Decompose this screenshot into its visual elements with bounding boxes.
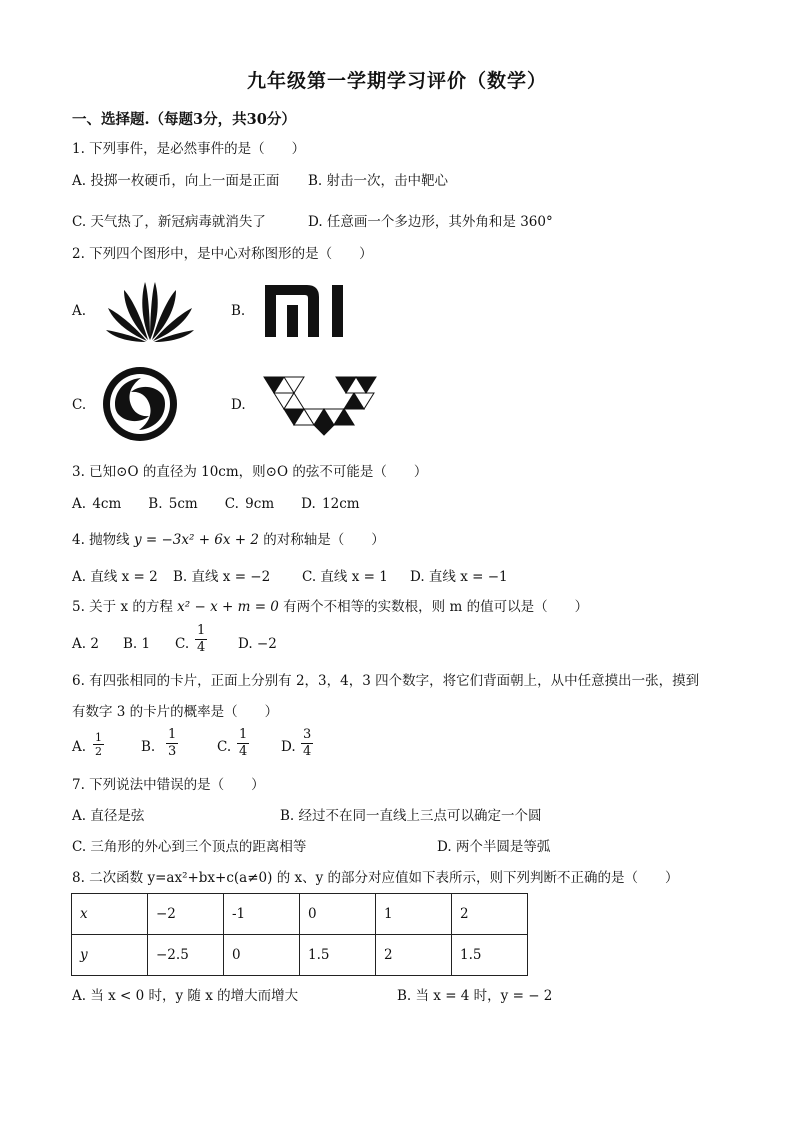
table-cell: 2 xyxy=(452,894,528,935)
q1-option-c: C. 天气热了，新冠病毒就消失了 xyxy=(72,214,266,230)
q4-option-d: D. 直线 x = −1 xyxy=(410,569,508,585)
table-cell: 0 xyxy=(224,935,300,976)
table-cell: −2 xyxy=(148,894,224,935)
q4-stem-post: 的对称轴是（ ） xyxy=(259,532,385,548)
q6-b-numerator: 1 xyxy=(168,727,177,742)
q5-stem xyxy=(72,598,588,616)
q3-stem: 3. 已知⊙O 的直径为 10cm，则⊙O 的弦不可能是（ ） xyxy=(72,464,428,480)
q2-label-b: B. xyxy=(231,303,246,319)
q8-value-table xyxy=(71,893,528,976)
table-cell: x xyxy=(72,894,148,935)
q5-stem-post: 有两个不相等的实数根，则 m 的值可以是（ ） xyxy=(278,599,589,615)
q6-stem-line1: 6. 有四张相同的卡片，正面上分别有 2，3，4，3 四个数字，将它们背面朝上，从中任意摸出一张，摸到 xyxy=(72,673,700,689)
table-row xyxy=(72,935,528,976)
q4-option-a: A. 直线 x = 2 xyxy=(72,569,158,585)
q5-fraction-denominator: 4 xyxy=(197,640,206,655)
q1-stem: 1. 下列事件，是必然事件的是（ ） xyxy=(72,141,306,157)
q6-d-denominator: 4 xyxy=(303,744,312,759)
table-cell: 0 xyxy=(300,894,376,935)
q7-option-b: B. 经过不在同一直线上三点可以确定一个圆 xyxy=(280,808,542,824)
q1-option-d: D. 任意画一个多边形，其外角和是 360° xyxy=(308,214,553,230)
q6-d-numerator: 3 xyxy=(303,727,312,742)
table-cell: 1 xyxy=(376,894,452,935)
q6-option-d-fraction xyxy=(301,727,313,760)
q6-stem-line2: 有数字 3 的卡片的概率是（ ） xyxy=(72,704,279,720)
q6-a-numerator: 1 xyxy=(95,731,102,744)
table-cell: 1.5 xyxy=(300,935,376,976)
q6-c-numerator: 1 xyxy=(239,727,248,742)
table-cell: 2 xyxy=(376,935,452,976)
q6-b-denominator: 3 xyxy=(168,744,177,759)
q2-label-a: A. xyxy=(72,303,87,319)
q4-stem-pre: 4. 抛物线 xyxy=(72,532,134,548)
q4-option-c: C. 直线 x = 1 xyxy=(302,569,388,585)
q5-stem-pre: 5. 关于 x 的方程 xyxy=(72,599,178,615)
q7-option-d: D. 两个半圆是等弧 xyxy=(437,839,551,855)
table-cell: -1 xyxy=(224,894,300,935)
q6-option-c-fraction xyxy=(237,727,249,760)
table-row xyxy=(72,894,528,935)
q2-stem: 2. 下列四个图形中，是中心对称图形的是（ ） xyxy=(72,246,373,262)
q8-option-b: B. 当 x = 4 时，y = − 2 xyxy=(397,988,553,1004)
q5-expression: x² − x + m = 0 xyxy=(177,599,279,615)
q6-option-a-fraction xyxy=(93,731,104,758)
q6-a-denominator: 2 xyxy=(95,745,102,758)
logo-fan-petals xyxy=(104,278,196,344)
table-cell: 1.5 xyxy=(452,935,528,976)
q2-label-c: C. xyxy=(72,397,87,413)
q7-stem: 7. 下列说法中错误的是（ ） xyxy=(72,777,265,793)
q5-option-d: D. −2 xyxy=(238,636,277,652)
q5-option-b: B. 1 xyxy=(123,636,151,652)
q5-option-a: A. 2 xyxy=(72,636,99,652)
q6-option-b-label: B. xyxy=(141,739,156,755)
q8-stem: 8. 二次函数 y=ax²+bx+c(a≠0) 的 x、y 的部分对应值如下表所示，则下列判断不正确的是（ ） xyxy=(72,870,679,886)
q7-option-a: A. 直径是弦 xyxy=(72,808,145,824)
q8-option-a: A. 当 x < 0 时，y 随 x 的增大而增大 xyxy=(72,988,299,1004)
q2-label-d: D. xyxy=(231,397,246,413)
q4-stem xyxy=(72,531,385,549)
q5-option-c-fraction xyxy=(195,623,207,656)
page-title: 九年级第一学期学习评价（数学） xyxy=(246,70,547,92)
logo-mi xyxy=(265,285,347,337)
q5-fraction-numerator: 1 xyxy=(197,623,206,638)
q6-option-a-label: A. xyxy=(72,739,87,755)
q6-option-b-fraction xyxy=(166,727,178,760)
section-heading: 一、选择题.（每题3分，共30分） xyxy=(72,111,296,128)
q6-c-denominator: 4 xyxy=(239,744,248,759)
table-cell: −2.5 xyxy=(148,935,224,976)
q1-option-a: A. 投掷一枚硬币，向上一面是正面 xyxy=(72,173,280,189)
q7-option-c: C. 三角形的外心到三个顶点的距离相等 xyxy=(72,839,307,855)
q6-option-c-label: C. xyxy=(217,739,232,755)
logo-circle-swirl xyxy=(101,365,179,443)
logo-triangle-w xyxy=(262,375,378,437)
q5-option-c-label: C. xyxy=(175,636,190,652)
q6-option-d-label: D. xyxy=(281,739,296,755)
q3-options: A. 4cm B. 5cm C. 9cm D. 12cm xyxy=(72,496,360,512)
table-cell: y xyxy=(72,935,148,976)
q4-option-b: B. 直线 x = −2 xyxy=(173,569,271,585)
q4-expression: y = −3x² + 6x + 2 xyxy=(133,532,259,548)
q1-option-b: B. 射击一次，击中靶心 xyxy=(308,173,449,189)
